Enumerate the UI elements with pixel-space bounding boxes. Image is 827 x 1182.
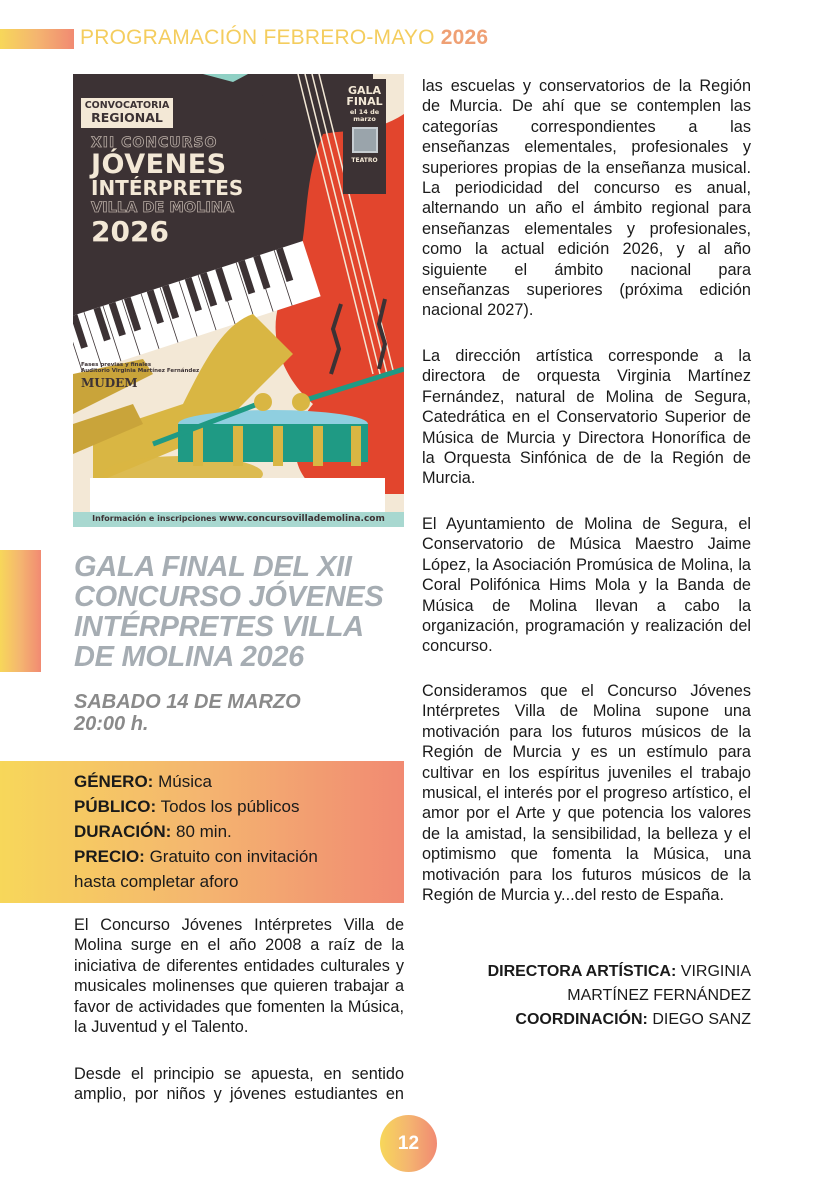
- title-accent-bar: [0, 550, 41, 672]
- credit-coordination: [422, 1008, 751, 1032]
- poster-info-url: www.concursovillademolina.com: [219, 514, 385, 524]
- poster-line-villa: VILLA DE MOLINA: [91, 200, 235, 216]
- page-number: 12: [380, 1115, 437, 1172]
- poster-line-year: 2026: [91, 215, 169, 248]
- poster-gala-badge: [343, 79, 386, 194]
- detail-duration-value: 80 min.: [176, 822, 232, 841]
- body-paragraph-2-continued: las escuelas y conservatorios de la Región de Murcia. De ahí que se contemplen las categorías correspondientes a las enseñanzas elementales, profesionales y superiores propias de la enseñanza musical. La periodicidad del concurso es anual, alternando un año el ámbito regional para enseñanzas elementales y profesionales, como la actual edición 2026, y al año siguiente el ámbito nacional para enseñanzas superiores (próxima edición nacional 2027).: [422, 77, 751, 320]
- mudem-logo: MUDEM: [81, 375, 138, 390]
- body-paragraph-4: El Ayuntamiento de Molina de Segura, el Conservatorio de Música Maestro Jaime López, la Asociación Promúsica de Molina, la Coral Polifónica Hims Mola y la Banda de Música de Molina llevan a cabo la organización, programación y realización del concurso.: [422, 515, 751, 656]
- poster-venue: [81, 362, 199, 390]
- credit-director-label: DIRECTORA ARTÍSTICA:: [487, 963, 677, 980]
- header-accent-bar: [0, 29, 74, 49]
- poster-line-interpretes: INTÉRPRETES: [91, 176, 244, 200]
- detail-price-label: PRECIO:: [74, 847, 145, 866]
- poster-venue-small: Fases previas y finales: [81, 362, 152, 368]
- poster-info-label: Información e inscripciones: [92, 514, 217, 523]
- detail-audience-value: Todos los públicos: [160, 797, 300, 816]
- credit-director: [422, 960, 751, 984]
- poster-gala-venue: TEATRO: [351, 157, 378, 164]
- event-datetime: [74, 691, 404, 735]
- body-paragraph-5: Consideramos que el Concurso Jóvenes Intérpretes Villa de Molina supone una motivación para los futuros músicos de la Región de Murcia y es un estímulo para cultivar en los espíritus juveniles el trabajo musical, el interés por el progreso artístico, el amor por el Arte y que potencia los valores de la amistad, la sensibilidad, la belleza y el optimismo que fomenta la Música, una motivación para los futuros músicos de la Región de Murcia y...del resto de España.: [422, 682, 751, 905]
- theater-icon: [352, 127, 378, 153]
- poster-info-line: [73, 515, 404, 524]
- detail-genre-label: GÉNERO:: [74, 772, 154, 791]
- credit-director-name-1: VIRGINIA: [680, 963, 751, 980]
- header-title-year: 2026: [440, 26, 489, 49]
- detail-duration-label: DURACIÓN:: [74, 822, 172, 841]
- poster-sponsor-logos: [90, 478, 385, 512]
- detail-duration: [74, 819, 364, 844]
- detail-price: [74, 844, 364, 894]
- body-paragraph-1: El Concurso Jóvenes Intérpretes Villa de Molina surge en el año 2008 a raíz de la iniciativa de diferentes entidades culturales y musicales molinenses que quieren trabajar a favor de actividades que fomenten la Música, la Juventud y el Talento.: [74, 916, 404, 1037]
- header-title: [80, 26, 488, 50]
- body-paragraph-3: La dirección artística corresponde a la directora de orquesta Virginia Martínez Fernández, natural de Molina de Segura, Catedrática en el Conservatorio Superior de Música de Murcia y Directora Honorífica de la Orquesta Sinfónica de de la Región de Murcia.: [422, 347, 751, 488]
- event-title: GALA FINAL DEL XII CONCURSO JÓVENES INTÉRPRETES VILLA DE MOLINA 2026: [74, 551, 384, 673]
- credit-coordination-label: COORDINACIÓN:: [515, 1011, 648, 1028]
- poster-convocatoria-badge: [81, 98, 173, 128]
- event-poster: [73, 74, 404, 527]
- poster-gala-title: GALA FINAL: [346, 84, 383, 108]
- header-title-text: PROGRAMACIÓN FEBRERO-MAYO: [80, 26, 435, 49]
- poster-convocatoria-small: CONVOCATORIA: [84, 100, 170, 111]
- detail-audience-label: PÚBLICO:: [74, 797, 157, 816]
- event-date: SABADO 14 DE MARZO: [74, 691, 301, 713]
- event-details-box: [0, 761, 404, 903]
- credits: [422, 960, 751, 1032]
- credit-coordination-name: DIEGO SANZ: [652, 1011, 751, 1028]
- event-time: 20:00 h.: [74, 713, 149, 735]
- detail-genre: [74, 769, 364, 794]
- poster-venue-name: Auditorio Virginia Martínez Fernández: [81, 368, 200, 375]
- body-paragraph-2: Desde el principio se apuesta, en sentido amplio, por niños y jóvenes estudiantes en: [74, 1065, 404, 1104]
- detail-price-value: Gratuito con invitación hasta completar aforo: [74, 847, 318, 891]
- detail-audience: [74, 794, 364, 819]
- detail-genre-value: Música: [158, 772, 212, 791]
- poster-line-concurso: XII CONCURSO: [91, 135, 218, 151]
- poster-line-jovenes: JÓVENES: [91, 149, 227, 180]
- poster-convocatoria-big: REGIONAL: [91, 109, 163, 125]
- poster-gala-date: el 14 de marzo: [349, 108, 380, 123]
- credit-director-name-2: MARTÍNEZ FERNÁNDEZ: [567, 987, 751, 1004]
